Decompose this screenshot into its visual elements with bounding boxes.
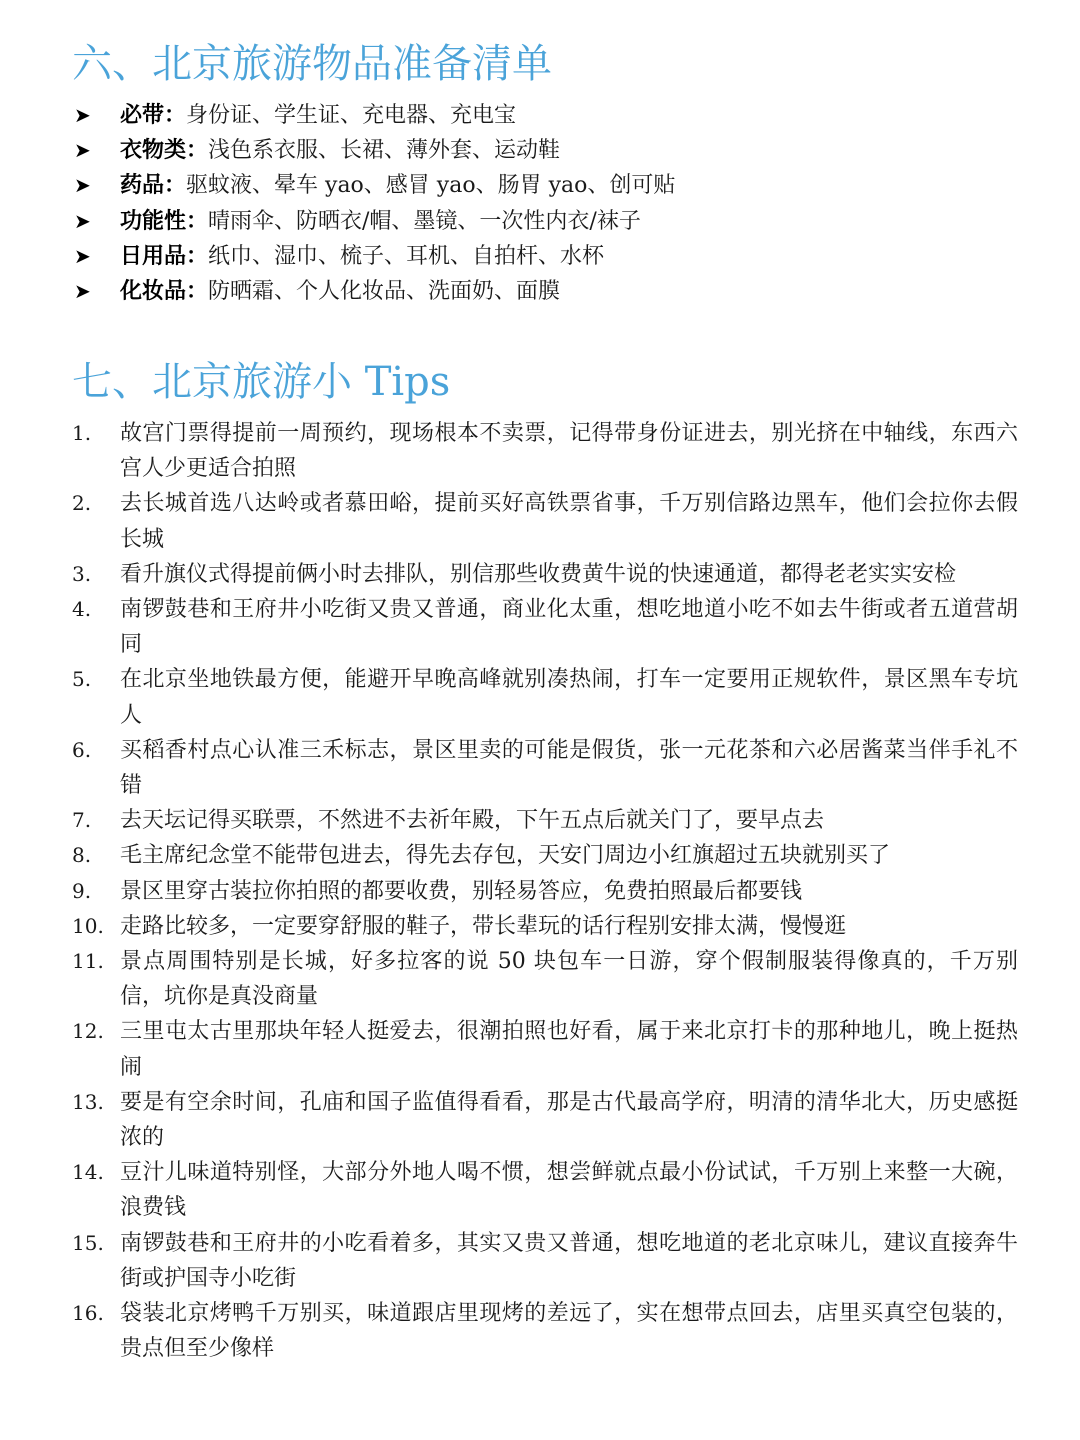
packing-item-label: 化妆品：: [120, 277, 209, 304]
tip-item: [72, 838, 1018, 873]
packing-item-text: 身份证、学生证、充电器、充电宝: [186, 103, 517, 128]
tip-text: 要是有空余时间，孔庙和国子监值得看看，那是古代最高学府，明清的清华北大，历史感挺浓的: [120, 1089, 1018, 1151]
tip-item: [72, 1155, 1018, 1225]
tips-list: [72, 416, 1018, 1366]
packing-list-item: [72, 98, 1032, 133]
arrow-right-icon: ➤: [74, 138, 91, 163]
tip-item: [72, 1296, 1018, 1366]
tip-number: 13.: [72, 1089, 104, 1114]
tip-number: 5.: [72, 667, 92, 692]
tip-text: 南锣鼓巷和王府井的小吃看着多，其实又贵又普通，想吃地道的老北京味儿，建议直接奔牛街或护国寺小吃街: [120, 1230, 1018, 1291]
tip-item: [72, 874, 1018, 909]
arrow-right-icon: ➤: [74, 173, 91, 198]
arrow-right-icon: ➤: [74, 278, 91, 303]
tip-text: 故宫门票得提前一周预约，现场根本不卖票，记得带身份证进去，别光挤在中轴线，东西六宫人少更适合拍照: [120, 421, 1018, 482]
packing-item-label: 必带：: [120, 102, 187, 128]
tip-number: 11.: [72, 949, 104, 974]
tip-text: 南锣鼓巷和王府井小吃街又贵又普通，商业化太重，想吃地道小吃不如去牛街或者五道营胡同: [120, 597, 1018, 658]
tip-text: 看升旗仪式得提前俩小时去排队，别信那些收费黄牛说的快速通道，都得老老实实安检: [120, 561, 957, 587]
tip-item: [72, 1014, 1018, 1084]
packing-item-text: 晴雨伞、防晒衣/帽、墨镜、一次性内衣/袜子: [208, 208, 641, 234]
tip-number: 12.: [72, 1019, 104, 1044]
packing-item-label: 日用品：: [120, 242, 209, 269]
tip-item: [72, 662, 1018, 732]
tip-number: 2.: [72, 491, 92, 516]
tip-text: 在北京坐地铁最方便，能避开早晚高峰就别凑热闹，打车一定要用正规软件，景区黑车专坑人: [120, 667, 1018, 728]
tip-number: 3.: [72, 561, 92, 586]
tip-text: 去长城首选八达岭或者慕田峪，提前买好高铁票省事，千万别信路边黑车，他们会拉你去假长城: [120, 491, 1018, 552]
packing-item-text: 驱蚊液、晕车 yao、感冒 yao、肠胃 yao、创可贴: [186, 173, 676, 199]
tip-number: 8.: [72, 843, 92, 868]
tip-item: [72, 557, 1018, 592]
tip-number: 6.: [72, 737, 92, 762]
packing-item-label: 衣物类：: [120, 137, 209, 164]
tip-number: 10.: [72, 913, 104, 938]
tip-number: 4.: [72, 597, 92, 622]
tips-section-title: 七、北京旅游小 Tips: [72, 359, 451, 405]
packing-item-text: 纸巾、湿巾、梳子、耳机、自拍杆、水杯: [208, 243, 605, 269]
tip-item: [72, 944, 1018, 1014]
packing-section-title: 六、北京旅游物品准备清单: [72, 41, 552, 87]
tip-text: 景区里穿古装拉你拍照的都要收费，别轻易答应，免费拍照最后都要钱: [120, 878, 803, 904]
tip-number: 1.: [72, 421, 92, 445]
packing-item-text: 防晒霜、个人化妆品、洗面奶、面膜: [208, 278, 561, 304]
tip-text: 毛主席纪念堂不能带包进去，得先去存包，天安门周边小红旗超过五块就别买了: [120, 843, 891, 869]
packing-list-item: [72, 274, 1032, 309]
arrow-right-icon: ➤: [74, 103, 91, 127]
tip-item: [72, 592, 1018, 662]
tip-number: 15.: [72, 1230, 104, 1255]
packing-list-item: [72, 239, 1032, 274]
tip-number: 7.: [72, 808, 92, 833]
tip-number: 14.: [72, 1160, 104, 1185]
tip-item: [72, 1226, 1018, 1296]
packing-item-label: 功能性：: [120, 207, 209, 234]
packing-list-item: [72, 204, 1032, 239]
tip-text: 走路比较多，一定要穿舒服的鞋子，带长辈玩的话行程别安排太满，慢慢逛: [120, 913, 847, 939]
tip-text: 景点周围特别是长城，好多拉客的说 50 块包车一日游，穿个假制服装得像真的，千万别信，坑你是真没商量: [120, 949, 1018, 1010]
packing-item-text: 浅色系衣服、长裙、薄外套、运动鞋: [208, 138, 561, 164]
tip-item: [72, 909, 1018, 944]
tip-text: 三里屯太古里那块年轻人挺爱去，很潮拍照也好看，属于来北京打卡的那种地儿，晚上挺热闹: [120, 1019, 1018, 1080]
packing-list-item: [72, 168, 1032, 203]
tip-item: [72, 803, 1018, 838]
tip-item: [72, 416, 1018, 486]
tip-number: 9.: [72, 878, 92, 903]
tip-text: 去天坛记得买联票，不然进不去祈年殿，下午五点后就关门了，要早点去: [120, 808, 825, 834]
tip-item: [72, 1085, 1018, 1155]
tip-item: [72, 486, 1018, 556]
packing-item-label: 药品：: [120, 172, 187, 199]
tip-text: 袋装北京烤鸭千万别买，味道跟店里现烤的差远了，实在想带点回去，店里买真空包装的，贵点但至少像样: [120, 1301, 1018, 1362]
packing-list: [72, 98, 1032, 309]
arrow-right-icon: ➤: [74, 243, 91, 268]
packing-list-item: [72, 133, 1032, 168]
arrow-right-icon: ➤: [74, 208, 91, 233]
tip-text: 豆汁儿味道特别怪，大部分外地人喝不惯，想尝鲜就点最小份试试，千万别上来整一大碗，浪费钱: [120, 1160, 1018, 1221]
tip-item: [72, 733, 1018, 803]
tip-text: 买稻香村点心认准三禾标志，景区里卖的可能是假货，张一元花茶和六必居酱菜当伴手礼不错: [120, 737, 1018, 799]
tip-number: 16.: [72, 1301, 104, 1326]
